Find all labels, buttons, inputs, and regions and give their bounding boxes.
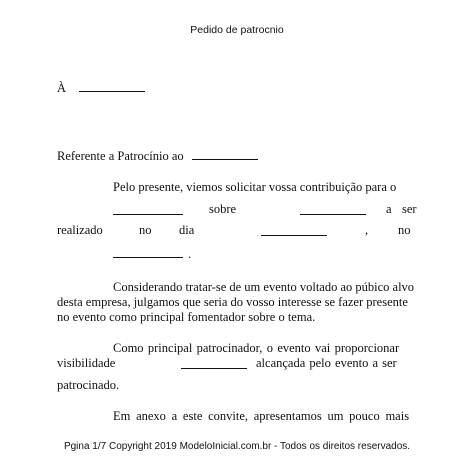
reference-label: Referente a Patrocínio ao: [57, 149, 184, 163]
p3-blank: [181, 357, 247, 369]
page-footer: Pgina 1/7 Copyright 2019 ModeloInicial.com.br - Todos os direitos reservados.: [63, 441, 411, 452]
p1-blank-1: [113, 203, 183, 215]
p1-line2-blank-b: [300, 203, 366, 218]
addressee-prefix: À: [57, 81, 67, 95]
addressee-blank: [79, 80, 145, 92]
reference-blank: [192, 148, 258, 160]
p1-period: .: [188, 247, 192, 261]
p2-line2: desta empresa, julgamos que seria do vosso interesse se fazer presente: [57, 295, 408, 309]
p1-line1: Pelo presente, viemos solicitar vossa contribuição para o: [113, 180, 397, 194]
p1-line3-comma: ,: [365, 223, 369, 237]
p1-blank-3: [261, 224, 327, 236]
p1-blank-4: [113, 246, 183, 258]
p1-line2-a: a: [386, 202, 392, 216]
p1-line2-ser: ser: [402, 202, 417, 216]
page-header: Pedido de patrocnio: [190, 24, 284, 36]
p1-line3-blank: [261, 224, 327, 239]
p2-line1: Considerando tratar-se de um evento voltado ao púbico alvo: [113, 280, 415, 294]
p1-line2-sobre: sobre: [209, 202, 237, 216]
p3-line2-end: alcançada pelo evento a ser: [256, 356, 397, 370]
p1-line3-no2: no: [398, 223, 411, 237]
p1-line4: [113, 246, 191, 261]
p3-line3: patrocinado.: [57, 378, 120, 392]
p1-blank-2: [300, 203, 366, 215]
p3-line2-start: visibilidade: [57, 356, 116, 370]
p4-line1: Em anexo a este convite, apresentamos um pouco mais: [113, 409, 410, 423]
addressee-line: [57, 80, 145, 95]
p1-line3-realizado: realizado: [57, 223, 103, 237]
p3-line1: Como principal patrocinador, o evento vai proporcionar: [113, 341, 400, 355]
p1-line2-blank-a: [113, 203, 183, 218]
p2-line3: no evento como principal fomentador sobre o tema.: [57, 310, 316, 324]
reference-line: [57, 148, 258, 163]
p1-line3-dia: dia: [179, 223, 195, 237]
p1-line3-no: no: [139, 223, 152, 237]
p3-line2-blank: [181, 357, 247, 372]
